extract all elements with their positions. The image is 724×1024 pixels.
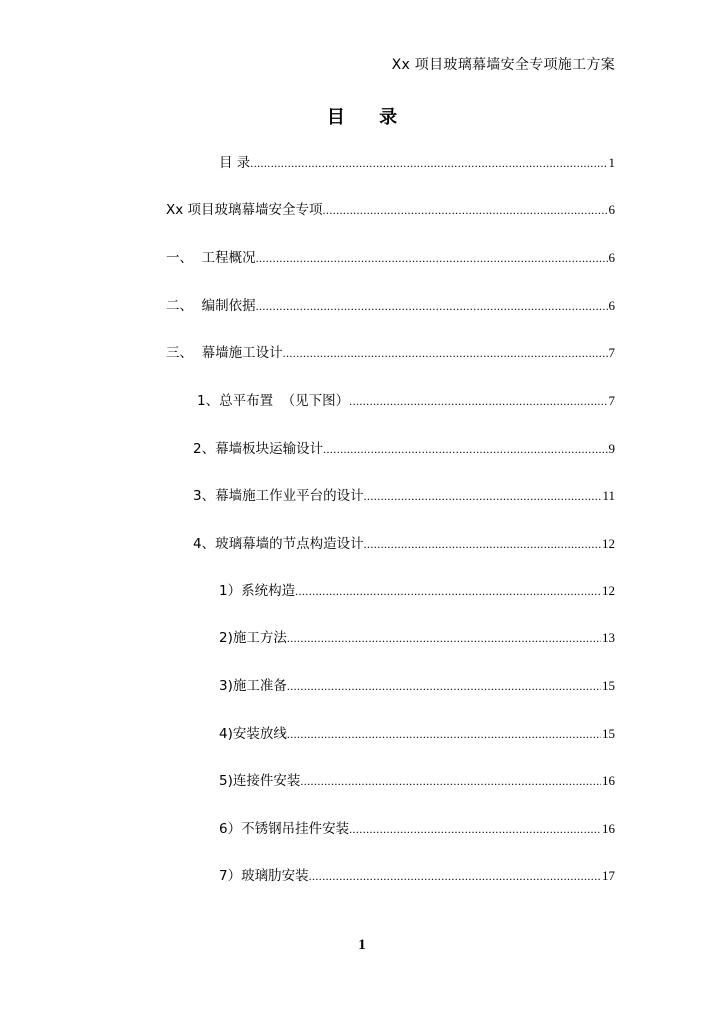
toc-entry-label: 4)安装放线 xyxy=(219,726,287,742)
dot-leader xyxy=(287,725,601,743)
toc-entry-label: 二、 编制依据 xyxy=(166,298,256,314)
toc-entry[interactable] xyxy=(193,487,615,505)
toc-entry-page: 12 xyxy=(602,536,615,551)
toc-entry[interactable] xyxy=(197,392,615,410)
toc-entry-label: 6）不锈钢吊挂件安装 xyxy=(219,821,350,837)
toc-entry-label: 一、 工程概况 xyxy=(166,250,256,266)
toc-entry[interactable] xyxy=(219,629,615,647)
toc-entry[interactable] xyxy=(219,725,615,743)
toc-entry-label: 4、玻璃幕墙的节点构造设计 xyxy=(193,536,364,552)
toc-entry-page: 6 xyxy=(608,250,615,265)
toc-entry[interactable] xyxy=(166,201,615,219)
toc-entry-label: 3、幕墙施工作业平台的设计 xyxy=(193,488,364,504)
toc-entry-label: 3)施工准备 xyxy=(219,678,287,694)
toc-entry-label: 7）玻璃肋安装 xyxy=(219,868,309,884)
toc-entry-label: 1）系统构造 xyxy=(219,583,296,599)
toc-entry-label: 1、总平布置 （见下图） xyxy=(197,393,350,409)
toc-entry-page: 12 xyxy=(602,583,615,598)
dot-leader xyxy=(250,154,607,172)
toc-entry[interactable] xyxy=(219,154,615,172)
dot-leader xyxy=(256,297,608,315)
toc-title: 目 录 xyxy=(326,107,412,128)
dot-leader xyxy=(323,440,607,458)
toc-entry-page: 16 xyxy=(602,773,615,788)
dot-leader xyxy=(300,772,601,790)
toc-entry-page: 15 xyxy=(602,726,615,741)
dot-leader xyxy=(295,582,601,600)
toc-entry-page: 11 xyxy=(602,488,615,503)
dot-leader xyxy=(349,392,607,410)
toc-entry-page: 17 xyxy=(602,868,615,883)
dot-leader xyxy=(309,867,601,885)
dot-leader xyxy=(283,344,608,362)
toc-entry-label: 三、 幕墙施工设计 xyxy=(166,345,283,361)
toc-entry-page: 15 xyxy=(602,678,615,693)
dot-leader xyxy=(256,249,608,267)
dot-leader xyxy=(349,820,601,838)
toc-entry-label: 2)施工方法 xyxy=(219,630,287,646)
toc-entry-label: 目 录 xyxy=(219,155,251,171)
dot-leader xyxy=(364,487,602,505)
dot-leader xyxy=(287,629,601,647)
toc-entry[interactable] xyxy=(166,249,615,267)
toc-entry[interactable] xyxy=(219,820,615,838)
toc-entry-page: 1 xyxy=(608,155,615,170)
toc-entry[interactable] xyxy=(166,297,615,315)
toc-entry-page: 13 xyxy=(602,630,615,645)
toc-entry[interactable] xyxy=(193,440,615,458)
running-header: Xx 项目玻璃幕墙安全专项施工方案 xyxy=(391,57,615,73)
toc-entry-page: 6 xyxy=(608,202,615,217)
page-number: 1 xyxy=(358,937,366,953)
toc-entry-page: 6 xyxy=(608,298,615,313)
toc-entry[interactable] xyxy=(219,867,615,885)
toc-entry[interactable] xyxy=(219,582,615,600)
toc-entry[interactable] xyxy=(193,535,615,553)
toc-entry-page: 9 xyxy=(608,441,615,456)
toc-entry[interactable] xyxy=(166,344,615,362)
toc-entry-label: 2、幕墙板块运输设计 xyxy=(193,441,324,457)
toc-entry-page: 16 xyxy=(602,821,615,836)
toc-entry-label: Xx 项目玻璃幕墙安全专项 xyxy=(166,202,323,218)
toc-entry-page: 7 xyxy=(608,393,615,408)
dot-leader xyxy=(287,677,601,695)
toc-entry-page: 7 xyxy=(608,345,615,360)
toc-entry[interactable] xyxy=(219,677,615,695)
toc-entry-label: 5)连接件安装 xyxy=(219,773,301,789)
toc-entry[interactable] xyxy=(219,772,615,790)
dot-leader xyxy=(364,535,601,553)
dot-leader xyxy=(323,201,608,219)
